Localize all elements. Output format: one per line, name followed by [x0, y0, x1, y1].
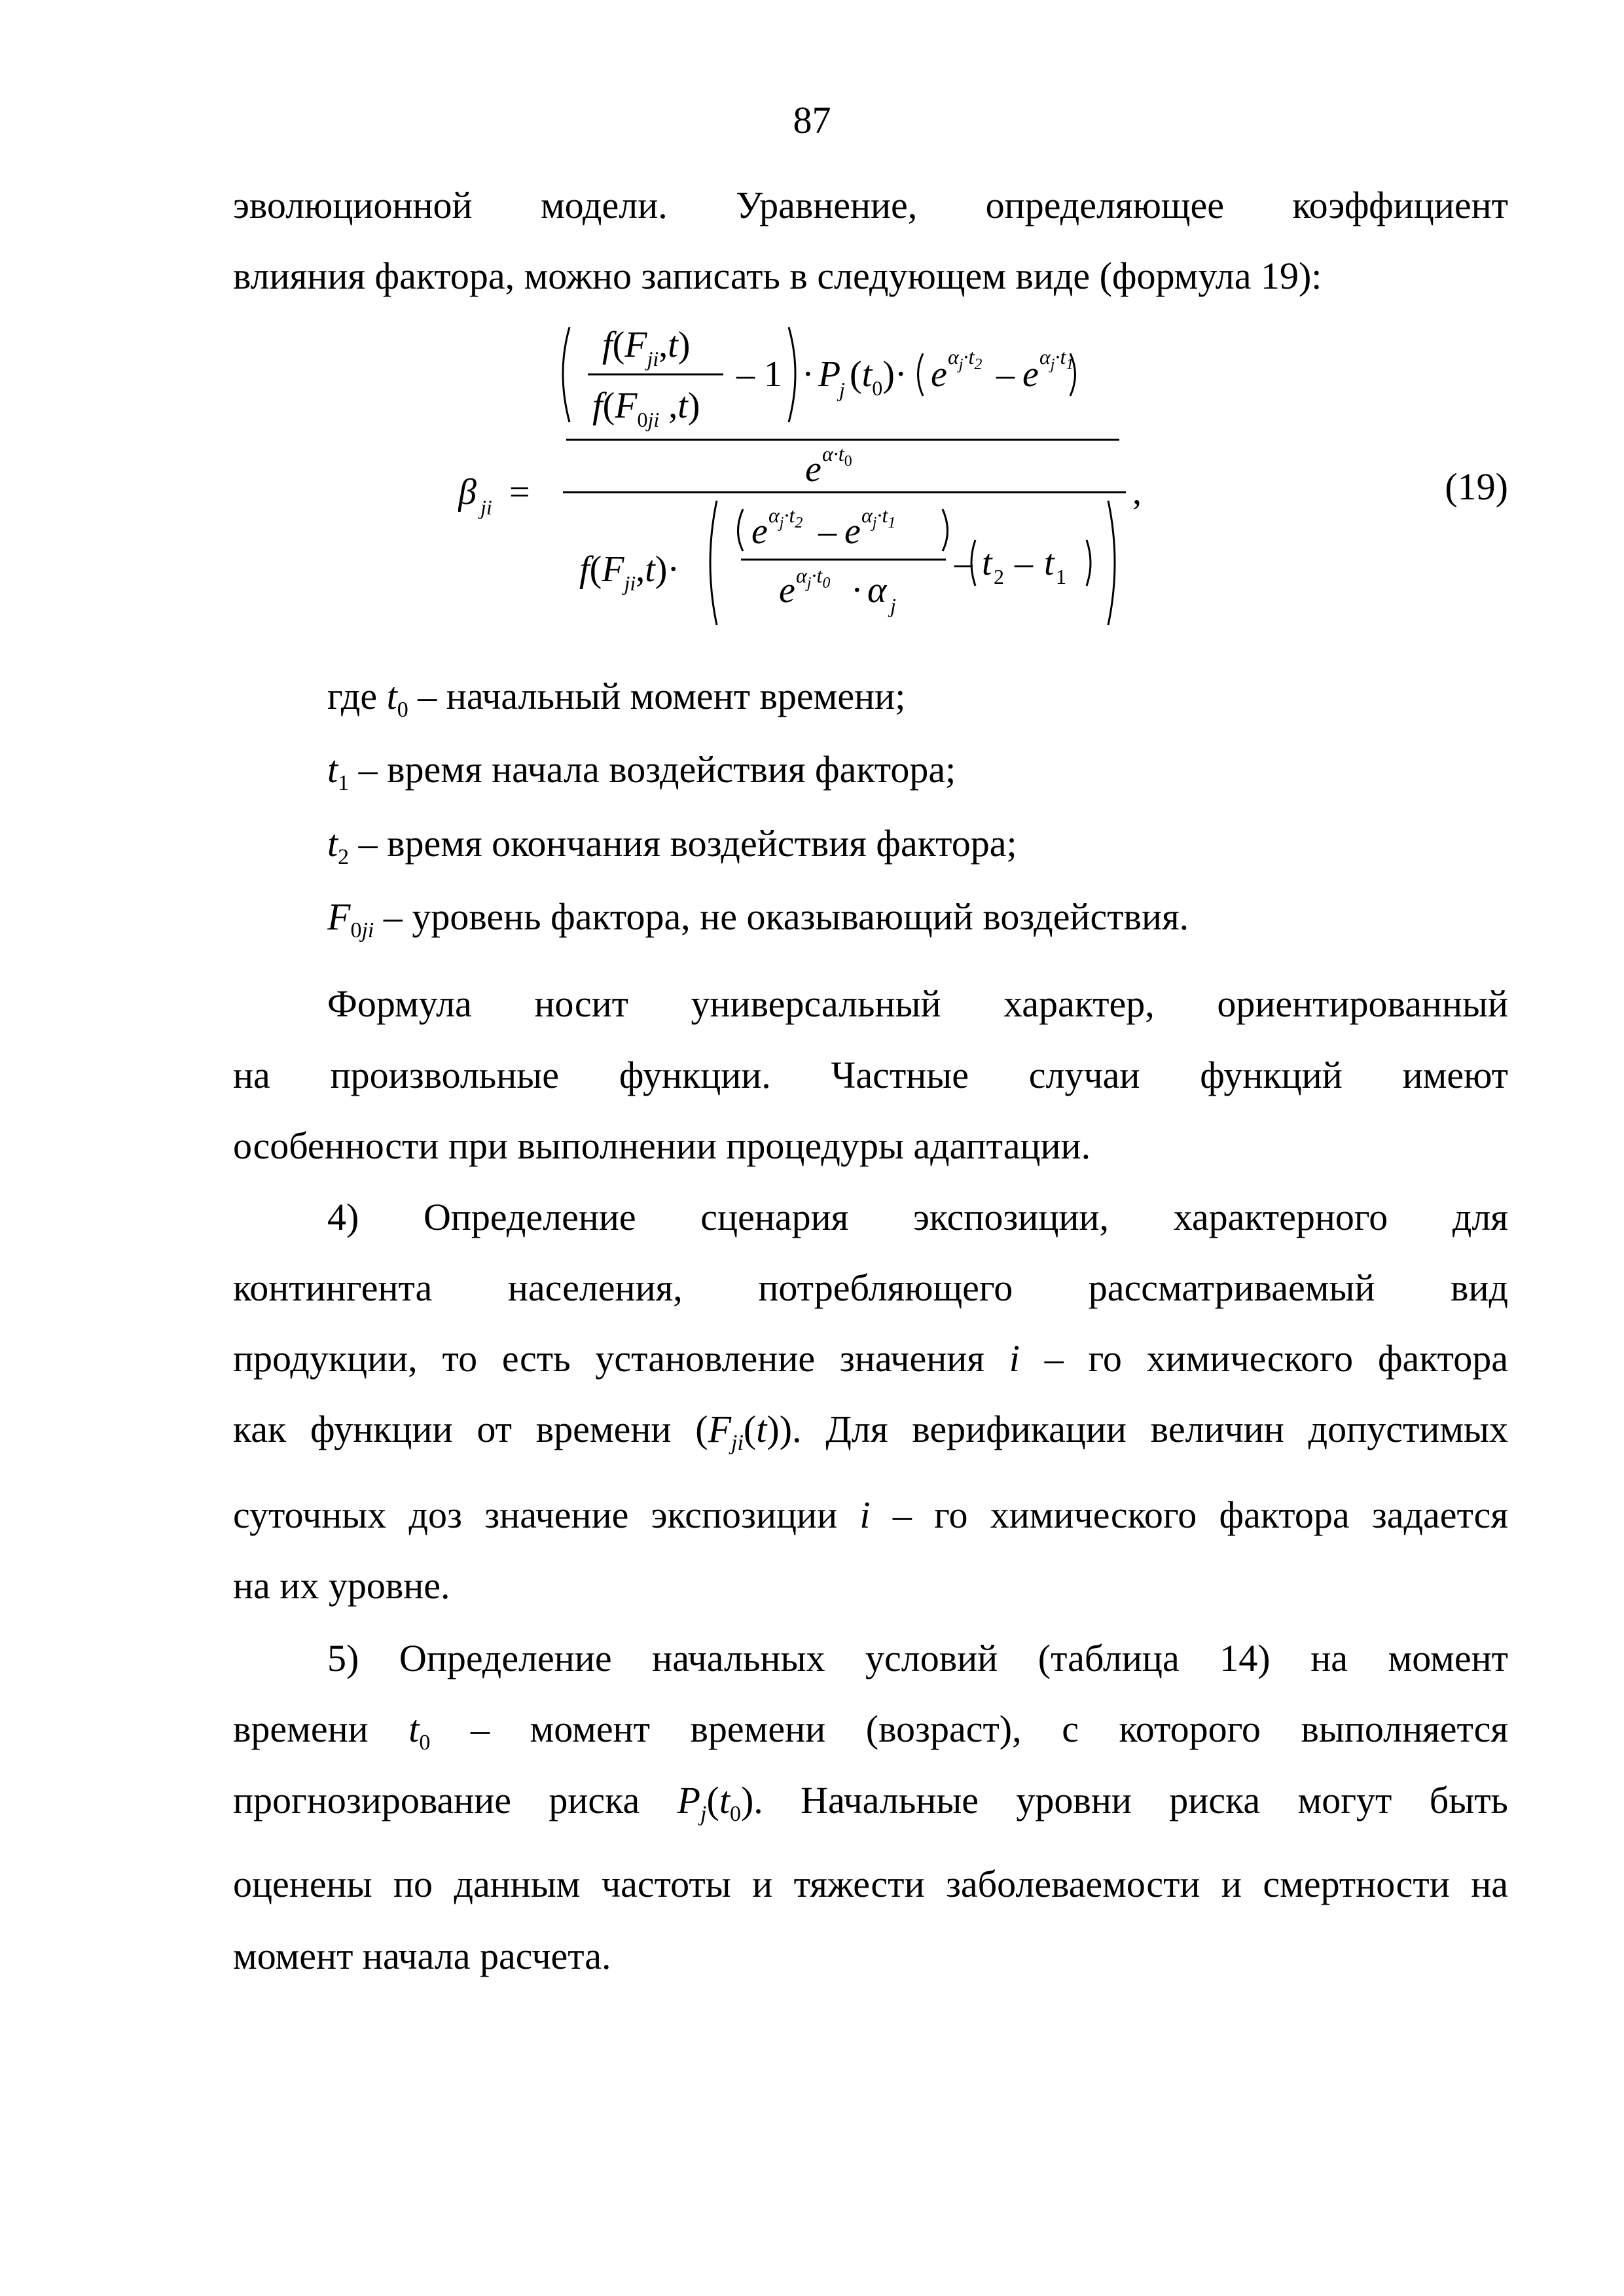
symbol-t: t	[327, 748, 338, 791]
text-segment: – момент времени (возраст), с которого выполняется	[470, 1708, 1508, 1750]
svg-text:f(F0ji ,t): $f(F_0ji$ ,t)	[592, 386, 700, 431]
definition-text: – время начала воздействия фактора;	[349, 748, 956, 791]
svg-text:e: e	[1022, 354, 1039, 395]
text-line: влияния фактора, можно записать в следующем виде (формула 19):	[233, 255, 1322, 297]
text-segment: времени	[233, 1708, 369, 1750]
svg-text:αj·t1: $\alpha_j\cdot t_1$	[861, 503, 896, 531]
symbol-subscript: 0	[397, 698, 408, 722]
text-segment: ). Для верификации величин допустимых	[779, 1408, 1509, 1450]
text-segment: продукции, то есть установление значения	[233, 1337, 984, 1380]
formula-19	[458, 314, 1178, 641]
text-segment: как функции от времени (	[233, 1408, 708, 1450]
svg-text:–: –	[996, 354, 1015, 395]
symbol-t: t	[386, 675, 397, 717]
svg-text:2: 2	[994, 565, 1004, 588]
svg-text:f(Fji,t): $f(F_{ji},t)$	[602, 325, 691, 370]
svg-text:αj·t2: $\alpha_j\cdot t_2$	[948, 345, 983, 373]
symbol-time-arg: (t)	[743, 1408, 780, 1450]
text-line	[233, 1710, 1508, 1754]
svg-text:–: –	[954, 543, 973, 583]
definition-text: – уровень фактора, не оказывающий воздействия.	[374, 895, 1189, 938]
text-segment: суточных доз значение экспозиции	[233, 1494, 838, 1536]
definition-text: – время окончания воздействия фактора;	[349, 822, 1017, 865]
svg-text:αj·t2: $\alpha_j\cdot t_2$	[768, 503, 803, 531]
svg-text:e: e	[751, 511, 768, 552]
svg-text:1: 1	[1056, 565, 1066, 588]
text-line: контингента населения, потребляющего рассматриваемый вид	[233, 1266, 1508, 1309]
text-line	[233, 1779, 1508, 1826]
symbol-subscript: 1	[338, 771, 350, 795]
text-line: на их уровне.	[233, 1564, 450, 1607]
symbol-i: i	[859, 1494, 871, 1536]
svg-text:–: –	[818, 511, 837, 552]
svg-text:=: =	[509, 472, 530, 512]
svg-text:t: t	[1044, 543, 1055, 583]
definition-prefix: где	[327, 675, 378, 717]
svg-text:j: j	[890, 594, 896, 617]
symbol-subscript: 0	[350, 918, 362, 942]
text-line	[233, 1496, 1508, 1534]
symbol-t0: $t_0$	[408, 1708, 431, 1755]
text-line: особенности при выполнении процедуры адаптации.	[233, 1124, 1091, 1167]
svg-text:·: ·	[851, 570, 863, 611]
svg-text:– 1: – 1	[736, 354, 782, 395]
svg-text:α: α	[867, 570, 887, 611]
symbol-i: i	[1009, 1337, 1020, 1380]
symbol-subscript: ji	[361, 918, 374, 942]
svg-text:e: e	[931, 354, 947, 395]
text-segment: прогнозирование риска	[233, 1779, 640, 1821]
svg-text:t: t	[982, 543, 992, 583]
symbol-t: t	[327, 822, 338, 865]
text-line: 4) Определение сценария экспозиции, характерного для	[327, 1196, 1508, 1238]
text-line: на произвольные функции. Частные случаи функций имеют	[233, 1054, 1508, 1096]
symbol-pj-t0: $P_j(t_0)$	[677, 1779, 754, 1826]
svg-text:αj·t0: $\alpha_j\cdot t_0$	[796, 564, 831, 592]
page-number: 87	[793, 99, 831, 141]
text-segment: – го химического фактора задается	[892, 1494, 1509, 1536]
text-line: Формула носит универсальный характер, ориентированный	[327, 982, 1508, 1025]
svg-text:f(Fji,t)·: $f(F_{ji},t)\cdot$	[579, 549, 680, 595]
svg-text:·: ·	[802, 354, 814, 395]
svg-text:,: ,	[1132, 472, 1142, 512]
symbol-f: F	[327, 895, 351, 938]
definition-t2	[327, 822, 1508, 869]
text-line: оценены по данным частоты и тяжести заболеваемости и смертности на	[233, 1863, 1508, 1905]
text-segment: – го химического фактора	[1044, 1337, 1509, 1380]
text-line	[233, 1337, 1509, 1380]
text-line: момент начала расчета.	[233, 1935, 611, 1977]
definition-text: – начальный момент времени;	[408, 675, 906, 717]
symbol-subscript: ji	[731, 1431, 744, 1455]
svg-text:P: P	[818, 354, 841, 395]
text-line: 5) Определение начальных условий (таблица 14) на момент	[327, 1637, 1508, 1679]
symbol-subscript: 2	[338, 845, 350, 869]
definition-f0ji	[327, 895, 1508, 942]
svg-text:β: β	[458, 472, 477, 512]
svg-text:(t0)·: $(t_0)\cdot$	[850, 354, 907, 400]
svg-text:ji: ji	[480, 495, 492, 519]
definition-t1	[327, 748, 1508, 795]
svg-text:e: e	[844, 511, 861, 552]
definition-t0	[327, 677, 1508, 721]
symbol-f: F	[708, 1408, 732, 1450]
equation-number: (19)	[1445, 465, 1508, 508]
text-segment: . Начальные уровни риска могут быть	[753, 1779, 1508, 1821]
text-line	[233, 1410, 1508, 1454]
svg-text:e: e	[805, 449, 821, 490]
svg-text:j: j	[839, 378, 845, 401]
svg-text:–: –	[1015, 543, 1033, 583]
svg-text:e: e	[779, 570, 795, 611]
text-line: эволюционной модели. Уравнение, определяющее коэффициент	[233, 184, 1508, 226]
svg-text:α·t0: $\alpha\cdot t_0$	[822, 442, 852, 470]
svg-text:αj·t1: $\alpha_j\cdot t_1$	[1039, 345, 1074, 373]
